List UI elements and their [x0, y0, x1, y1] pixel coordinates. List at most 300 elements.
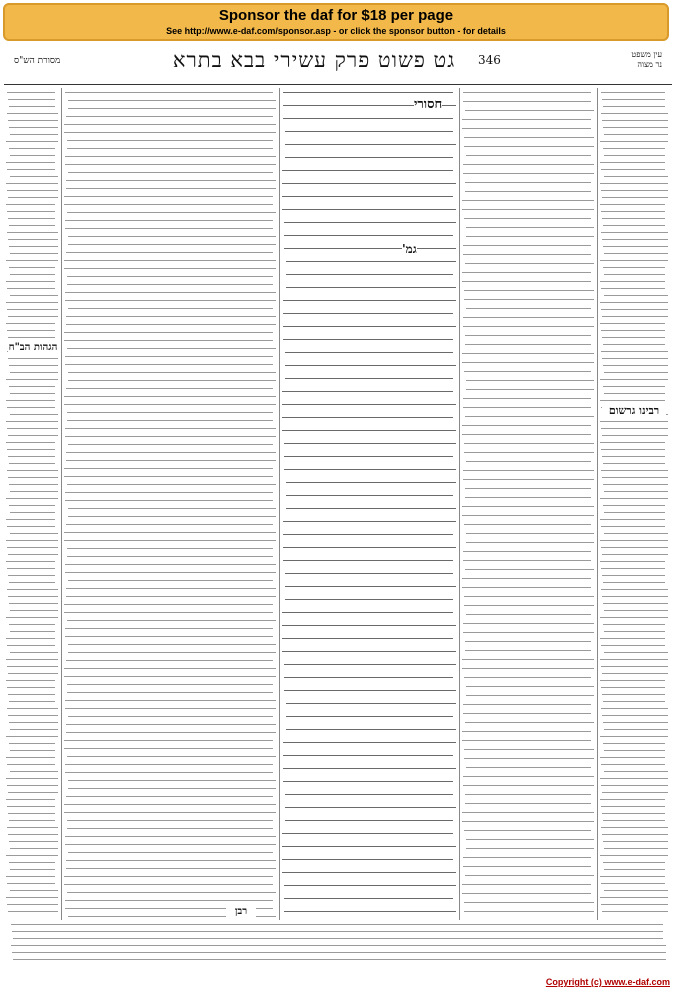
text-line: [462, 209, 594, 210]
text-line: [11, 924, 663, 925]
text-line: [602, 435, 668, 436]
text-line: [10, 652, 58, 653]
text-line: [68, 100, 276, 101]
text-line: [463, 479, 594, 480]
text-line: [6, 204, 55, 205]
text-line: [463, 866, 591, 867]
text-line: [284, 248, 456, 249]
text-line: [600, 162, 665, 163]
text-line: [462, 731, 591, 732]
text-line: [286, 703, 456, 704]
text-line: [7, 904, 58, 905]
text-line: [463, 704, 591, 705]
text-line: [66, 588, 276, 589]
text-line: [600, 204, 665, 205]
text-line: [466, 686, 594, 687]
text-line: [7, 547, 58, 548]
text-line: [463, 632, 594, 633]
text-line: [6, 680, 55, 681]
sponsor-banner-subtitle[interactable]: See http://www.e-daf.com/sponsor.asp - or click the sponsor button - for details: [166, 26, 506, 36]
text-line: [7, 309, 58, 310]
text-line: [67, 412, 273, 413]
text-line: [604, 533, 668, 534]
text-line: [66, 388, 273, 389]
text-line: [67, 556, 273, 557]
text-line: [601, 666, 668, 667]
text-line: [603, 505, 665, 506]
text-line: [6, 302, 58, 303]
text-line: [462, 128, 591, 129]
text-line: [604, 890, 668, 891]
text-line: [8, 197, 58, 198]
text-line: [462, 353, 594, 354]
text-line: [464, 452, 594, 453]
text-line: [68, 516, 276, 517]
text-line: [64, 884, 273, 885]
text-line: [10, 253, 58, 254]
text-line: [283, 768, 456, 769]
text-line: [600, 183, 668, 184]
text-line: [7, 113, 58, 114]
text-line: [67, 484, 276, 485]
text-line: [6, 897, 58, 898]
text-line: [465, 641, 591, 642]
text-line: [602, 596, 668, 597]
text-line: [64, 196, 273, 197]
text-line: [10, 869, 55, 870]
text-line: [10, 890, 58, 891]
text-line: [282, 183, 456, 184]
text-line: [65, 300, 276, 301]
text-line: [64, 612, 273, 613]
header-left-label: מסורת הש"ס: [14, 56, 61, 66]
text-line: [66, 116, 273, 117]
text-line: [67, 756, 276, 757]
text-line: [603, 386, 665, 387]
text-line: [284, 469, 456, 470]
text-line: [462, 659, 594, 660]
text-line: [603, 582, 665, 583]
text-line: [463, 560, 591, 561]
text-line: [66, 188, 276, 189]
text-line: [284, 664, 456, 665]
text-line: [65, 228, 273, 229]
text-line: [286, 261, 456, 262]
text-line: [602, 813, 665, 814]
left-margin-column: [6, 90, 58, 920]
text-line: [7, 568, 55, 569]
text-line: [9, 463, 55, 464]
text-line: [464, 146, 594, 147]
text-line: [283, 313, 453, 314]
tosafot-column: [64, 90, 276, 920]
text-line: [600, 736, 668, 737]
talmud-page: [4, 44, 672, 970]
text-line: [286, 287, 456, 288]
text-line: [600, 302, 668, 303]
text-line: [7, 589, 58, 590]
gemara-marker: גמ': [402, 242, 417, 256]
text-line: [604, 176, 668, 177]
header-right-label-2: נר מצוה: [637, 60, 662, 69]
text-line: [603, 106, 665, 107]
text-line: [466, 695, 594, 696]
text-line: [65, 836, 276, 837]
text-line: [462, 668, 594, 669]
text-line: [465, 497, 591, 498]
text-line: [68, 580, 273, 581]
text-line: [600, 540, 668, 541]
rashi-column: [462, 90, 594, 920]
text-line: [67, 276, 273, 277]
text-line: [600, 680, 665, 681]
text-line: [600, 638, 665, 639]
text-line: [6, 421, 58, 422]
text-line: [463, 254, 591, 255]
text-line: [9, 603, 58, 604]
text-line: [462, 119, 591, 120]
left-box-title: הגהות הב"ח: [8, 342, 58, 353]
text-line: [9, 127, 58, 128]
text-line: [465, 416, 594, 417]
text-line: [600, 617, 668, 618]
text-line: [604, 155, 665, 156]
text-line: [7, 407, 55, 408]
text-line: [602, 197, 668, 198]
text-line: [604, 512, 665, 513]
text-line: [7, 470, 58, 471]
sponsor-banner-title[interactable]: Sponsor the daf for $18 per page: [218, 7, 454, 24]
text-line: [66, 860, 276, 861]
text-line: [9, 862, 55, 863]
text-line: [465, 335, 591, 336]
text-line: [7, 449, 55, 450]
text-line: [282, 651, 456, 652]
text-line: [601, 645, 665, 646]
text-line: [464, 137, 594, 138]
text-line: [10, 631, 55, 632]
text-line: [7, 687, 55, 688]
text-line: [465, 794, 591, 795]
text-line: [604, 869, 665, 870]
text-line: [6, 855, 58, 856]
text-line: [8, 456, 55, 457]
text-line: [9, 386, 55, 387]
text-line: [10, 134, 58, 135]
text-line: [8, 575, 55, 576]
text-line: [462, 587, 591, 588]
text-line: [463, 326, 594, 327]
text-line: [462, 200, 594, 201]
text-line: [6, 659, 58, 660]
text-line: [465, 650, 591, 651]
text-line: [8, 715, 58, 716]
text-line: [283, 534, 453, 535]
copyright-link[interactable]: Copyright (c) www.e-daf.com: [545, 977, 670, 987]
text-line: [66, 732, 276, 733]
text-line: [601, 92, 665, 93]
text-line: [10, 176, 58, 177]
text-line: [282, 209, 456, 210]
text-line: [67, 548, 273, 549]
text-line: [66, 596, 276, 597]
text-line: [285, 573, 453, 574]
text-line: [604, 631, 665, 632]
text-line: [67, 348, 276, 349]
text-line: [464, 371, 591, 372]
text-line: [600, 778, 668, 779]
text-line: [6, 323, 55, 324]
text-line: [11, 945, 666, 946]
text-line: [9, 148, 55, 149]
text-line: [282, 625, 456, 626]
text-line: [7, 190, 58, 191]
text-line: [464, 749, 594, 750]
text-line: [466, 389, 594, 390]
text-line: [463, 173, 594, 174]
text-line: [283, 92, 453, 93]
text-line: [6, 561, 55, 562]
text-line: [283, 521, 456, 522]
text-line: [68, 444, 273, 445]
text-line: [64, 340, 273, 341]
text-line: [601, 827, 668, 828]
text-line: [601, 526, 665, 527]
text-line: [8, 596, 58, 597]
text-line: [9, 505, 55, 506]
text-line: [286, 729, 456, 730]
text-line: [462, 821, 594, 822]
text-line: [602, 99, 665, 100]
text-line: [282, 391, 453, 392]
text-line: [466, 227, 594, 228]
text-line: [601, 470, 668, 471]
text-line: [462, 893, 591, 894]
text-line: [282, 612, 453, 613]
text-line: [603, 841, 668, 842]
text-line: [67, 620, 276, 621]
text-line: [65, 500, 273, 501]
text-line: [10, 729, 58, 730]
text-line: [8, 358, 58, 359]
text-line: [604, 610, 668, 611]
text-line: [464, 218, 591, 219]
text-line: [65, 292, 276, 293]
column-divider: [61, 88, 62, 920]
text-line: [601, 568, 665, 569]
text-line: [7, 330, 55, 331]
text-line: [283, 742, 456, 743]
text-line: [465, 344, 591, 345]
footnotes-section: [10, 922, 666, 964]
text-line: [462, 272, 591, 273]
text-line: [64, 532, 276, 533]
text-line: [601, 309, 668, 310]
text-line: [466, 461, 591, 462]
text-line: [603, 624, 665, 625]
text-line: [463, 623, 594, 624]
text-line: [463, 857, 591, 858]
sponsor-banner[interactable]: [3, 3, 669, 41]
text-line: [65, 628, 273, 629]
text-line: [6, 778, 58, 779]
text-line: [8, 120, 58, 121]
text-line: [286, 274, 453, 275]
text-line: [601, 904, 668, 905]
text-line: [67, 692, 273, 693]
text-line: [602, 554, 668, 555]
text-line: [603, 820, 665, 821]
text-line: [466, 533, 594, 534]
text-line: [65, 564, 276, 565]
text-line: [284, 690, 456, 691]
text-line: [66, 324, 276, 325]
text-line: [65, 572, 276, 573]
text-line: [604, 652, 668, 653]
text-line: [67, 828, 273, 829]
text-line: [7, 883, 55, 884]
text-line: [9, 743, 55, 744]
text-line: [64, 604, 273, 605]
text-line: [66, 180, 276, 181]
text-line: [282, 170, 453, 171]
text-line: [282, 430, 456, 431]
text-line: [462, 362, 594, 363]
text-line: [601, 232, 668, 233]
text-line: [600, 281, 665, 282]
text-line: [7, 428, 58, 429]
text-line: [602, 120, 668, 121]
text-line: [464, 911, 594, 912]
text-line: [8, 218, 55, 219]
text-line: [7, 708, 58, 709]
text-line: [604, 393, 665, 394]
text-line: [600, 260, 668, 261]
page-title: גט פשוט פרק עשירי בבא בתרא: [172, 48, 456, 72]
text-line: [282, 833, 453, 834]
text-line: [602, 694, 665, 695]
text-line: [285, 378, 453, 379]
text-line: [282, 404, 456, 405]
text-line: [8, 316, 58, 317]
text-line: [462, 578, 591, 579]
text-line: [465, 488, 591, 489]
text-line: [64, 332, 273, 333]
text-line: [285, 794, 453, 795]
text-line: [7, 526, 55, 527]
text-line: [9, 225, 55, 226]
text-line: [601, 288, 665, 289]
header-right-label: [600, 50, 662, 70]
text-line: [602, 239, 668, 240]
text-line: [604, 295, 668, 296]
text-line: [66, 252, 273, 253]
text-line: [64, 812, 276, 813]
text-line: [282, 638, 453, 639]
text-line: [64, 268, 276, 269]
text-line: [466, 380, 594, 381]
text-line: [8, 239, 58, 240]
text-line: [285, 352, 453, 353]
text-line: [67, 892, 276, 893]
text-line: [68, 244, 276, 245]
text-line: [7, 169, 55, 170]
text-line: [68, 716, 273, 717]
text-line: [601, 883, 665, 884]
text-line: [67, 284, 273, 285]
text-line: [465, 263, 594, 264]
text-line: [603, 225, 665, 226]
text-line: [285, 144, 456, 145]
text-line: [12, 931, 663, 932]
text-line: [602, 218, 665, 219]
text-line: [603, 365, 668, 366]
text-line: [7, 92, 55, 93]
text-line: [8, 694, 55, 695]
text-line: [600, 799, 665, 800]
text-line: [603, 743, 665, 744]
text-line: [283, 118, 453, 119]
text-line: [7, 232, 58, 233]
text-line: [10, 610, 58, 611]
text-line: [10, 771, 58, 772]
text-line: [601, 708, 668, 709]
text-line: [7, 806, 55, 807]
text-line: [463, 551, 591, 552]
text-line: [6, 162, 55, 163]
text-line: [65, 492, 273, 493]
text-line: [601, 351, 668, 352]
text-line: [66, 316, 276, 317]
text-line: [64, 804, 276, 805]
text-line: [463, 317, 594, 318]
text-line: [284, 222, 456, 223]
text-line: [604, 253, 668, 254]
text-line: [464, 830, 591, 831]
text-line: [6, 183, 58, 184]
text-line: [283, 326, 456, 327]
text-line: [8, 477, 58, 478]
text-line: [466, 542, 594, 543]
text-line: [64, 124, 276, 125]
text-line: [464, 299, 594, 300]
text-line: [10, 155, 55, 156]
text-line: [8, 435, 58, 436]
text-line: [463, 92, 591, 93]
text-line: [64, 204, 273, 205]
text-line: [283, 300, 456, 301]
text-line: [285, 807, 456, 808]
text-line: [603, 722, 668, 723]
text-line: [463, 407, 591, 408]
text-line: [10, 393, 55, 394]
text-line: [604, 274, 665, 275]
text-line: [68, 372, 276, 373]
text-line: [463, 245, 591, 246]
text-line: [68, 788, 276, 789]
text-line: [604, 848, 668, 849]
text-line: [8, 792, 58, 793]
text-line: [463, 470, 594, 471]
text-line: [604, 729, 668, 730]
text-line: [601, 785, 668, 786]
text-line: [466, 155, 591, 156]
text-line: [64, 404, 276, 405]
text-line: [602, 834, 668, 835]
text-line: [464, 524, 591, 525]
text-line: [66, 724, 276, 725]
bottom-label: רבן: [226, 906, 256, 917]
